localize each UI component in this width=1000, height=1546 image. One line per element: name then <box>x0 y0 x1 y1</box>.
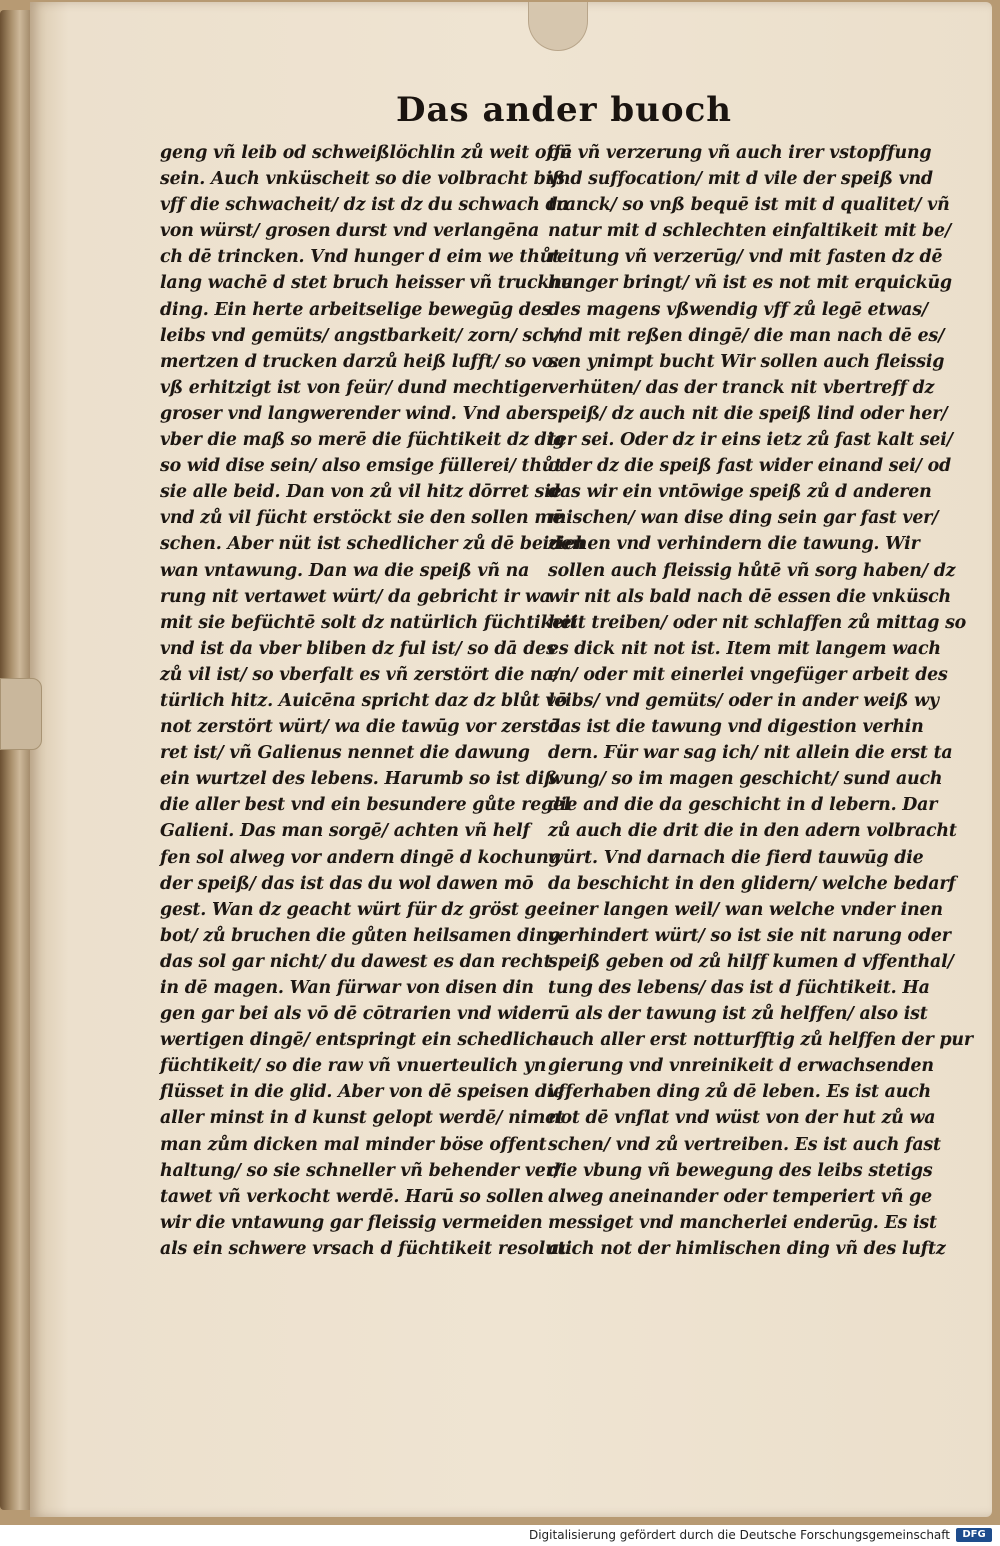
text-line: man zům dicken mal minder böse offent <box>160 1134 547 1155</box>
text-line: sie alle beid. Dan von zů vil hitz dōrret sie <box>160 482 562 503</box>
text-line: das wir ein vntōwige speiß zů d anderen <box>548 482 932 503</box>
text-line: vfferhaben ding zů dē leben. Es ist auch <box>548 1082 931 1103</box>
text-line: vff die schwacheit/ dz ist dz du schwach da <box>160 195 569 216</box>
text-line: tawet vñ verkocht werdē. Harū so sollen <box>160 1186 544 1207</box>
text-line: gest. Wan dz geacht würt für dz gröst ge <box>160 899 548 920</box>
text-line: groser vnd langwerender wind. Vnd aber <box>160 403 549 424</box>
text-line: wir nit als bald nach dē essen die vnküsch <box>548 586 951 607</box>
funding-credit: Digitalisierung gefördert durch die Deutsche Forschungsgemeinschaft <box>528 1528 950 1542</box>
text-line: in dē magen. Wan fürwar von disen din <box>160 978 534 998</box>
text-line: verhindert würt/ so ist sie nit narung oder <box>548 925 951 946</box>
text-line: Galieni. Das man sorgē/ achten vñ helf <box>160 821 530 842</box>
text-line: des magens vßwendig vff zů legē etwas/ <box>548 299 928 320</box>
text-line: lang wachē d stet bruch heisser vñ truckner <box>160 273 582 294</box>
text-line: ding. Ein herte arbeitselige bewegūg des <box>160 299 552 320</box>
page-notch <box>528 2 588 51</box>
text-line: auch aller erst notturfftig zů helffen der pur <box>548 1030 973 1051</box>
text-line: not zerstört würt/ wa die tawūg vor zerstō <box>160 717 560 738</box>
text-line: türlich hitz. Auicēna spricht daz dz blůt vō <box>160 690 567 711</box>
text-line: die and die da geschicht in d lebern. Dar <box>548 795 938 816</box>
text-line: es dick nit not ist. Item mit langem wach <box>548 638 941 659</box>
text-line: wung/ so im magen geschicht/ sund auch <box>548 769 943 790</box>
text-line: die aller best vnd ein besundere gůte regel <box>160 795 571 816</box>
text-line: zů auch die drit die in den adern volbracht <box>548 821 957 842</box>
text-line: füchtikeit/ so die raw vñ vnuerteulich yn <box>160 1056 547 1077</box>
text-line: vnd ist da vber bliben dz ful ist/ so dā des <box>160 638 556 659</box>
text-line: sollen auch fleissig hůtē vñ sorg haben/ dz <box>548 560 956 581</box>
text-line: ter sei. Oder dz ir eins ietz zů fast kalt sei/ <box>548 430 953 451</box>
text-line: mit sie befüchtē solt dz natürlich füchtikeit <box>160 612 578 633</box>
text-line: oder dz die speiß fast wider einand sei/ od <box>548 456 952 477</box>
text-line: fen sol alweg vor andern dingē d kochung <box>160 847 561 868</box>
text-line: not dē vnflat vnd wüst von der hut zů wa <box>548 1108 936 1129</box>
text-line: vnd zů vil fücht erstöckt sie den sollen mē <box>160 508 564 529</box>
text-line: schen. Aber nüt ist schedlicher zů dē beiden <box>160 534 585 555</box>
text-line: wan vntawung. Dan wa die speiß vñ na <box>160 560 530 581</box>
text-line: wertigen dingē/ entspringt ein schedliche <box>160 1030 560 1051</box>
text-line: der speiß/ das ist das du wol dawen mō <box>160 873 534 894</box>
text-line: heit treiben/ oder nit schlaffen zů mittag so <box>548 612 967 633</box>
text-line: on vñ verzerung vñ auch irer vstopffung <box>548 143 932 163</box>
text-line: alweg aneinander oder temperiert vñ ge <box>548 1186 932 1207</box>
text-line: geng vñ leib od schweißlöchlin zů weit offē <box>160 143 572 163</box>
text-line: ein wurtzel des lebens. Harumb so ist diß <box>160 769 558 790</box>
text-line: vnd mit reßen dingē/ die man nach dē es/ <box>548 325 945 346</box>
text-line: mertzen d trucken darzů heiß lufft/ so vo: <box>160 351 560 372</box>
page-clip <box>0 678 42 750</box>
text-line: messiget vnd mancherlei enderūg. Es ist <box>548 1212 937 1233</box>
text-line: das ist die tawung vnd digestion verhin <box>548 717 924 738</box>
text-line: einer langen weil/ wan welche vnder inen <box>548 899 943 920</box>
text-line: reitung vñ verzerūg/ vnd mit fasten dz dē <box>548 247 943 268</box>
running-head: Das ander buoch <box>396 90 732 130</box>
text-line: tranck/ so vnß bequē ist mit d qualitet/ vñ <box>548 195 950 216</box>
text-line: gen gar bei als vō dē cōtrarien vnd wider <box>160 1004 551 1025</box>
text-line: leibs vnd gemüts/ angstbarkeit/ zorn/ sch/ <box>160 325 562 346</box>
text-line: leibs/ vnd gemüts/ oder in ander weiß wy <box>548 690 939 711</box>
text-line: die vbung vñ bewegung des leibs stetigs <box>548 1160 933 1181</box>
text-line: vnd suffocation/ mit d vile der speiß vnd <box>548 169 933 190</box>
text-line: da beschicht in den glidern/ welche bedarf <box>548 873 956 894</box>
text-line: rū als der tawung ist zů helffen/ also ist <box>548 1004 928 1025</box>
text-line: vber die maß so merē die füchtikeit dz dig <box>160 430 565 451</box>
text-line: dern. Für war sag ich/ nit allein die erst ta <box>548 743 953 764</box>
text-line: ret ist/ vñ Galienus nennet die dawung <box>160 743 530 764</box>
footer-bar <box>0 1525 1000 1546</box>
text-line: ziehen vnd verhindern die tawung. Wir <box>548 534 920 555</box>
text-line: zů vil ist/ so vberfalt es vñ zerstört die na/ <box>160 664 560 685</box>
text-line: hunger bringt/ vñ ist es not mit erquickūg <box>548 273 952 294</box>
text-line: würt. Vnd darnach die fierd tauwūg die <box>548 847 924 868</box>
text-line: das sol gar nicht/ du dawest es dan recht <box>160 951 552 972</box>
text-line: flüsset in die glid. Aber von dē speisen die <box>160 1082 565 1103</box>
text-line: mischen/ wan dise ding sein gar fast ver/ <box>548 508 939 529</box>
text-line: haltung/ so sie schneller vñ behender ver/ <box>160 1160 561 1181</box>
text-line: gierung vnd vnreinikeit d erwachsenden <box>548 1056 934 1077</box>
text-line: wir die vntawung gar fleissig vermeiden <box>160 1212 543 1233</box>
text-line: auch not der himlischen ding vñ des luftz <box>548 1238 946 1259</box>
text-line: so wid dise sein/ also emsige füllerei/ thůt <box>160 456 563 477</box>
text-line: rung nit vertawet würt/ da gebricht ir wa <box>160 586 551 607</box>
text-line: sen ynimpt bucht Wir sollen auch fleissig <box>548 351 945 372</box>
text-line: von würst/ grosen durst vnd verlangēna <box>160 221 540 242</box>
text-line: speiß/ dz auch nit die speiß lind oder her/ <box>548 403 948 424</box>
text-line: aller minst in d kunst gelopt werdē/ nimet <box>160 1108 564 1129</box>
text-line: natur mit d schlechten einfaltikeit mit be/ <box>548 221 952 242</box>
text-line: ch dē trincken. Vnd hunger d eim we thůt <box>160 247 560 268</box>
text-line: schen/ vnd zů vertreiben. Es ist auch fast <box>548 1134 941 1155</box>
text-line: tung des lebens/ das ist d füchtikeit. Ha <box>548 978 930 998</box>
text-line: sein. Auch vnküscheit so die volbracht biß <box>160 169 565 190</box>
text-line: verhüten/ das der tranck nit vbertreff dz <box>548 377 935 398</box>
text-line: bot/ zů bruchen die gůten heilsamen ding <box>160 925 560 946</box>
text-line: vß erhitzigt ist von feür/ dund mechtiger <box>160 377 551 398</box>
text-line: en/ oder mit einerlei vngefüger arbeit des <box>548 664 948 685</box>
left-text-column <box>160 140 585 1262</box>
text-line: als ein schwere vrsach d füchtikeit resoluti <box>160 1238 572 1259</box>
dfg-logo: DFG <box>956 1528 992 1542</box>
right-text-column <box>548 140 973 1262</box>
text-line: speiß geben od zů hilff kumen d vffenthal/ <box>548 951 954 972</box>
